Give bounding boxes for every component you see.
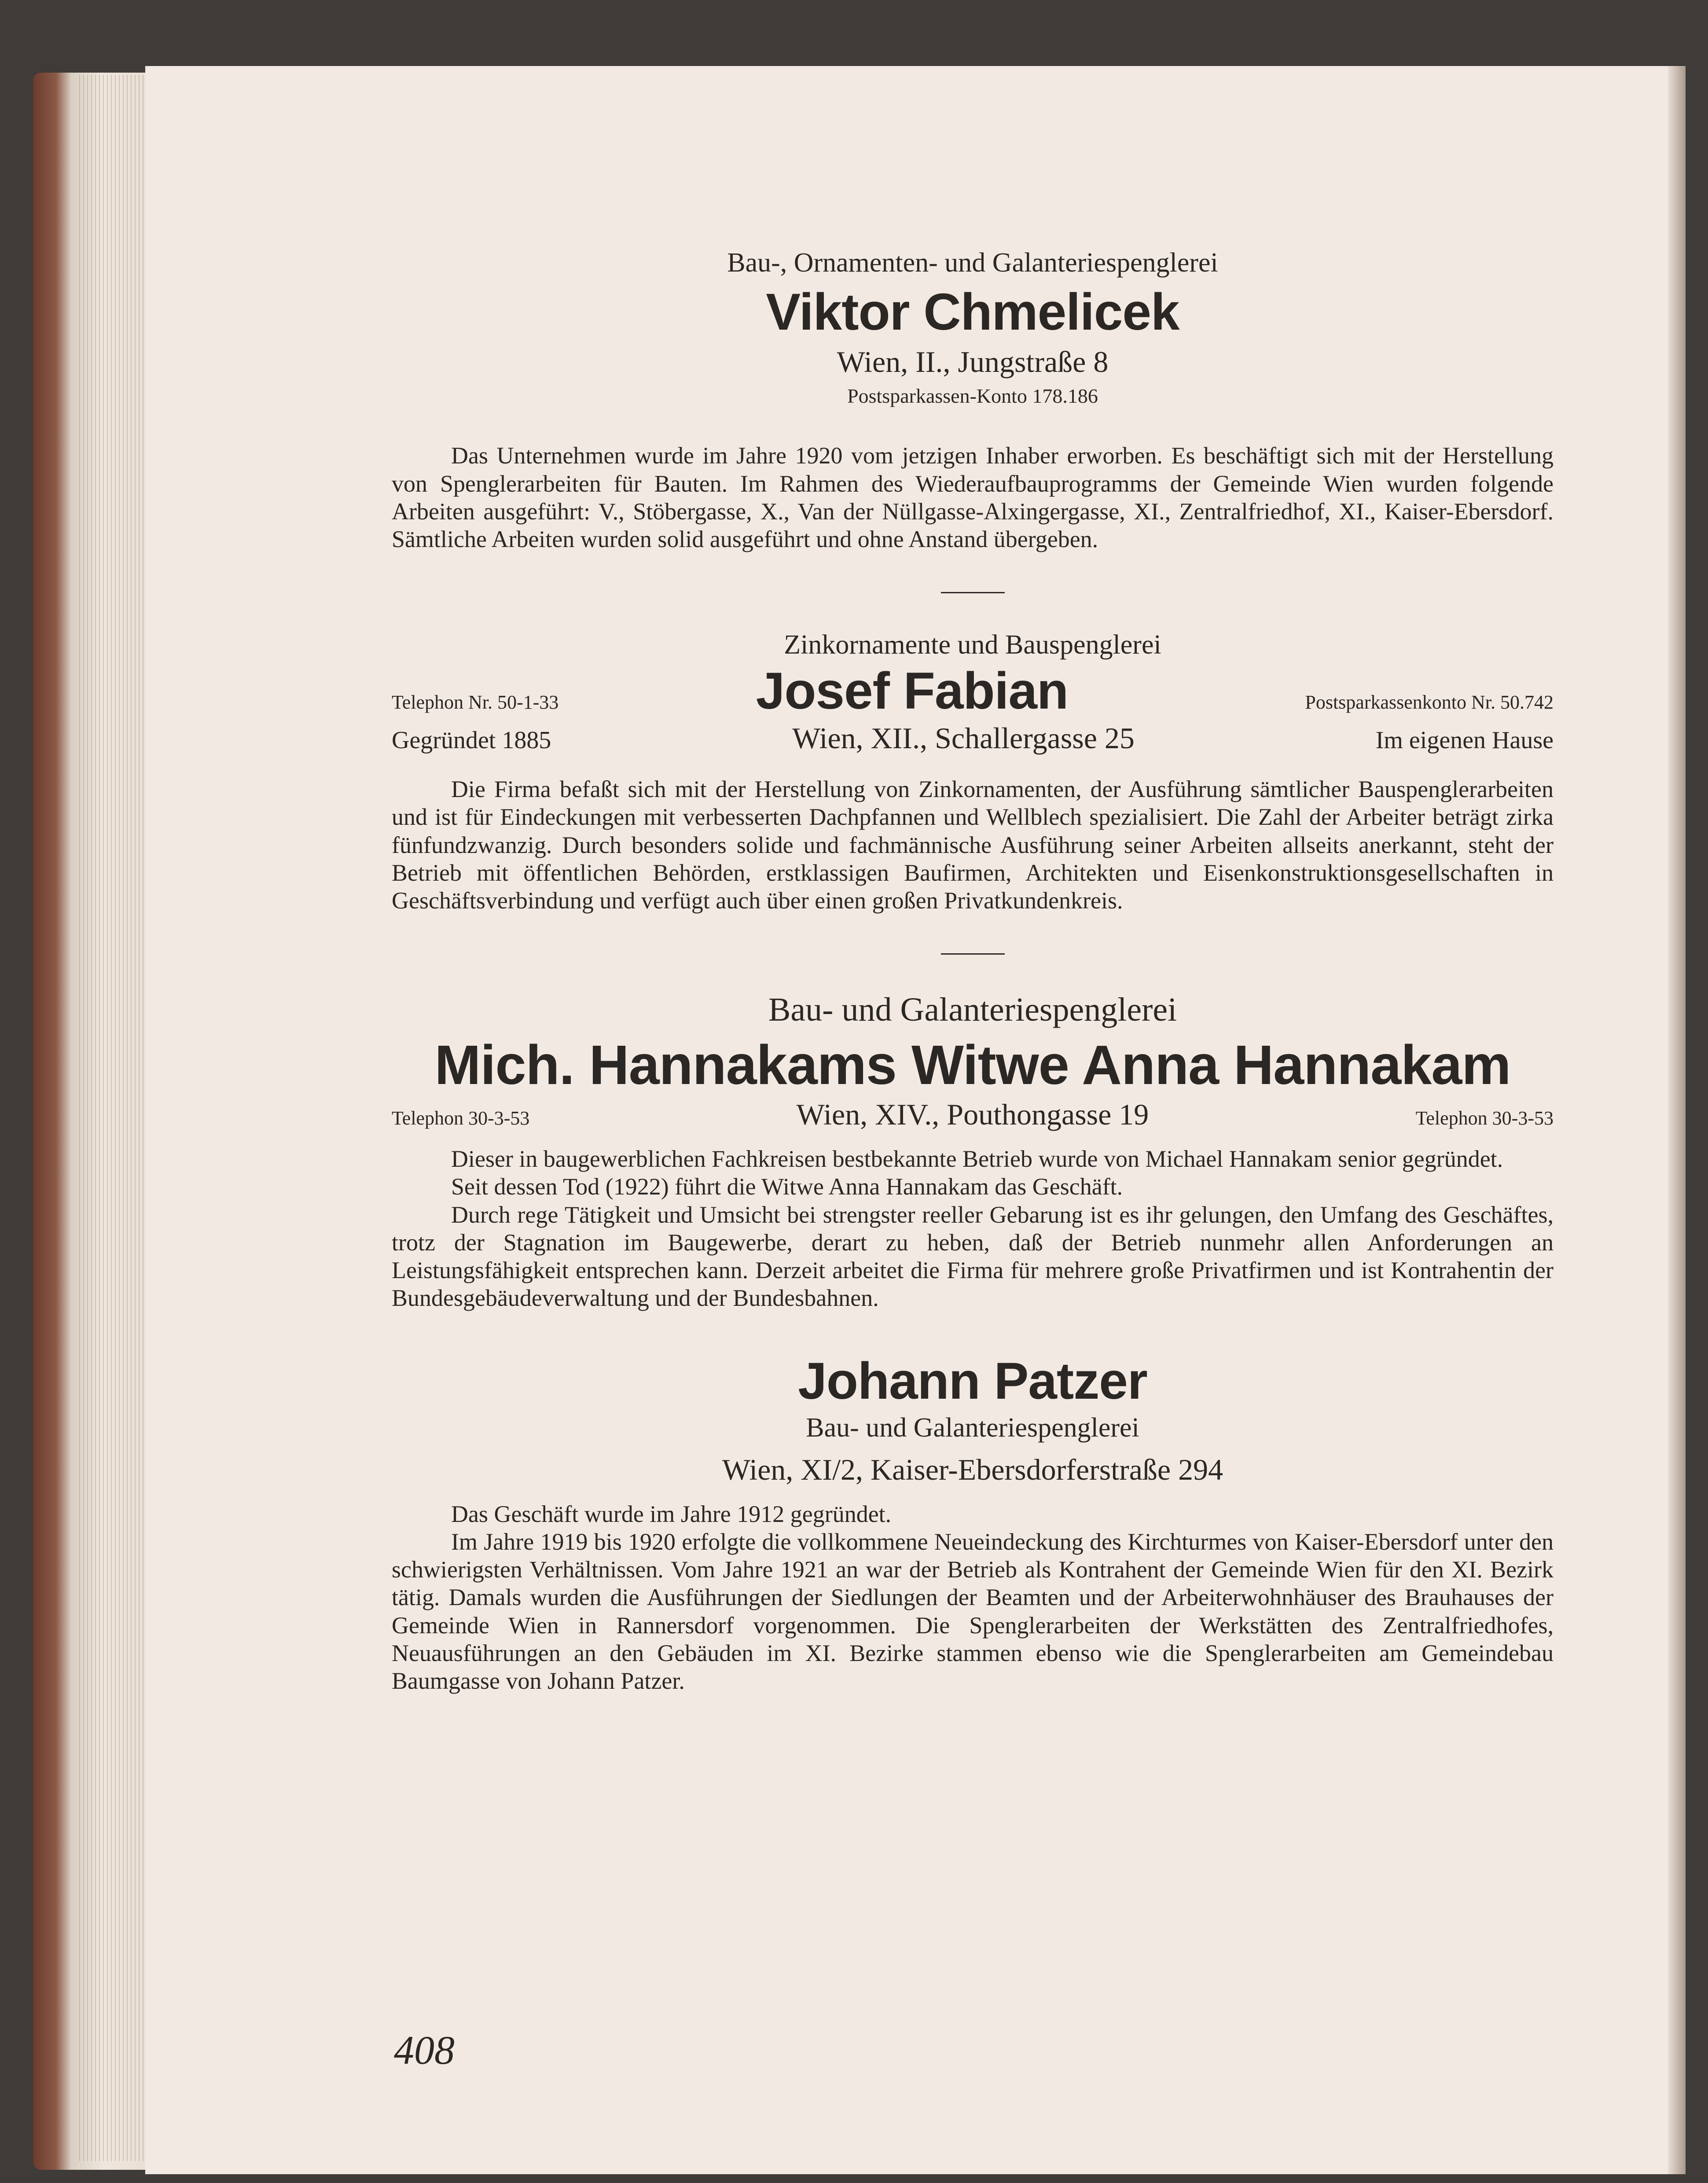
firm-trade: Bau-, Ornamenten- und Galanteriespenglerei <box>727 248 1218 278</box>
firm-paragraph: Im Jahre 1919 bis 1920 erfolgte die vollkommene Neueindeckung des Kirchturmes von Kaiser-Ebersdorf unter den schwierigsten Verhältnissen. Vom Jahre 1921 an war der Betrieb als Kontrahent der Gemeinde Wien für den XI. Bezirk tätig. Damals wurden die Ausführungen der Siedlungen der Beamten und der Arbeiterwohnhäuser des Brauhauses der Gemeinde Wien in Rannersdorf vorgenommen. Die Spenglerarbeiten der Werkstätten des Zentralfriedhofes, Neuausführungen an den Gebäuden im XI. Bezirke stammen ebenso wie die Spenglerarbeiten am Gemeindebau Baumgasse von Johann Patzer. <box>392 1529 1554 1694</box>
firm-name: Johann Patzer <box>798 1352 1147 1411</box>
firm-paragraph: Das Geschäft wurde im Jahre 1912 gegründet. <box>451 1500 892 1527</box>
firm-address: Wien, II., Jungstraße 8 <box>837 345 1109 379</box>
firm-address: Wien, XII., Schallergasse 25 <box>792 721 1135 755</box>
firm-telephone-right: Telephon 30-3-53 <box>1415 1107 1554 1129</box>
firm-entry-fabian <box>392 628 1554 915</box>
page-content <box>392 246 1554 1695</box>
firm-paragraph: Durch rege Tätigkeit und Umsicht bei strengster reeller Gebarung ist es ihr gelungen, den Umfang des Geschäftes, trotz der Stagnation im Baugewerbe, derart zu heben, daß der Betrieb nunmehr allen Anforderungen an Leistungsfähigkeit entsprechen kann. Derzeit arbeitet die Firma für mehrere große Privatfirmen und ist Kontrahentin der Bundesgebäudeverwaltung und der Bundesbahnen. <box>392 1201 1554 1312</box>
page-number: 408 <box>394 2028 455 2073</box>
firm-telephone: Telephon Nr. 50-1-33 <box>392 691 559 713</box>
firm-entry-hannakam <box>392 990 1554 1312</box>
firm-founded: Gegründet 1885 <box>392 727 551 754</box>
firm-entry-patzer <box>392 1352 1554 1695</box>
firm-address: Wien, XIV., Pouthongasse 19 <box>796 1098 1149 1132</box>
page-gutter-shadow <box>1668 66 1686 2174</box>
firm-header-row <box>392 662 1554 721</box>
firm-address-row <box>392 721 1554 756</box>
firm-name: Josef Fabian <box>756 662 1069 720</box>
firm-trade: Zinkornamente und Bauspenglerei <box>784 630 1161 660</box>
firm-entry-chmelicek <box>392 246 1554 553</box>
firm-name: Mich. Hannakams Witwe Anna Hannakam <box>434 1034 1511 1096</box>
firm-address-row <box>392 1097 1554 1132</box>
firm-telephone-left: Telephon 30-3-53 <box>392 1107 530 1129</box>
firm-trade: Bau- und Galanteriespenglerei <box>806 1412 1139 1443</box>
firm-account: Postsparkassen-Konto 178.186 <box>847 384 1098 407</box>
firm-trade: Bau- und Galanteriespenglerei <box>768 991 1177 1029</box>
firm-premises: Im eigenen Hause <box>1375 727 1554 754</box>
section-divider <box>941 592 1005 593</box>
firm-description: Die Firma befaßt sich mit der Herstellung von Zinkornamenten, der Ausführung sämtlicher Bauspenglerarbeiten und ist für Eindeckungen mit verbesserten Dachpfannen und Wellblech spezialisiert. Die Zahl der Arbeiter beträgt zirka fünfundzwanzig. Durch besonders solide und fachmännische Ausführung seiner Arbeiten allseits anerkannt, steht der Betrieb mit öffentlichen Behörden, erstklassigen Baufirmen, Architekten und Eisenkonstruktionsgesellschaften in Geschäftsverbindung und verfügt auch über einen großen Privatkundenkreis. <box>392 776 1554 914</box>
firm-account: Postsparkassenkonto Nr. 50.742 <box>1305 691 1554 713</box>
firm-description: Das Unternehmen wurde im Jahre 1920 vom jetzigen Inhaber erworben. Es beschäftigt sich mit der Herstellung von Spenglerarbeiten für Bauten. Im Rahmen des Wiederaufbauprogramms der Gemeinde Wien wurden folgende Arbeiten ausgeführt: V., Stöbergasse, X., Van der Nüllgasse-Alxingergasse, XI., Zentralfriedhof, XI., Kaiser-Ebersdorf. Sämtliche Arbeiten wurden solid ausgeführt und ohne Anstand übergeben. <box>392 442 1554 552</box>
section-divider <box>941 953 1005 955</box>
firm-paragraph: Seit dessen Tod (1922) führt die Witwe Anna Hannakam das Geschäft. <box>451 1173 1123 1200</box>
firm-paragraph: Dieser in baugewerblichen Fachkreisen bestbekannte Betrieb wurde von Michael Hannakam senior gegründet. <box>451 1146 1503 1172</box>
firm-name: Viktor Chmelicek <box>766 283 1179 342</box>
firm-address: Wien, XI/2, Kaiser-Ebersdorferstraße 294 <box>722 1453 1223 1487</box>
